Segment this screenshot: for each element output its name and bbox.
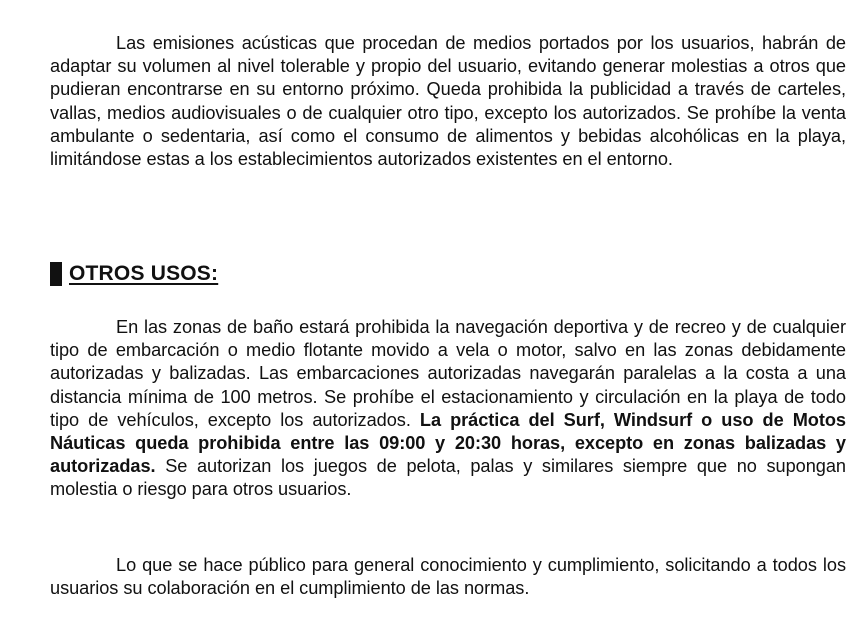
paragraph-other-uses-intro: En las zonas de baño estará prohibida la navegación deportiva y de recreo y de cualquier tipo de embarcación o medio flotante movido a vela o motor, salvo en las zonas debidamente autorizadas y balizadas. Las embarcaciones autorizadas navegarán paralelas a la costa a una distancia mínima de 100 metros. Se prohíbe el estacionamiento y circulación en la playa de todo tipo de vehículos, excepto los autorizados. — [50, 317, 846, 430]
paragraph-other-uses-outro: Se autorizan los juegos de pelota, palas y similares siempre que no supongan molestia o riesgo para otros usuarios. — [50, 456, 846, 500]
paragraph-other-uses — [50, 316, 846, 502]
paragraph-other-uses-bold: La práctica del Surf, Windsurf o uso de Motos Náuticas queda prohibida entre las 09:00 y 20:30 horas, excepto en zonas balizadas y autorizadas. — [50, 409, 847, 477]
heading-text: OTROS USOS: — [69, 262, 219, 285]
paragraph-acoustic-emissions: Las emisiones acústicas que procedan de medios portados por los usuarios, habrán de adaptar su volumen al nivel tolerable y propio del usuario, evitando generar molestias a otros que pudieran encontrarse en su entorno próximo. Queda prohibida la publicidad a través de carteles, vallas, medios audiovisuales o de cualquier otro tipo, excepto los autorizados. Se prohíbe la venta ambulante o sedentaria, así como el consumo de alimentos y bebidas alcohólicas en la playa, limitándose estas a los establecimientos autorizados existentes en el entorno. — [50, 33, 846, 170]
section-heading — [50, 262, 218, 286]
heading-bullet-icon — [50, 262, 62, 286]
paragraph-public-notice: Lo que se hace público para general conocimiento y cumplimiento, solicitando a todos los usuarios su colaboración en el cumplimiento de las normas. — [50, 555, 846, 599]
